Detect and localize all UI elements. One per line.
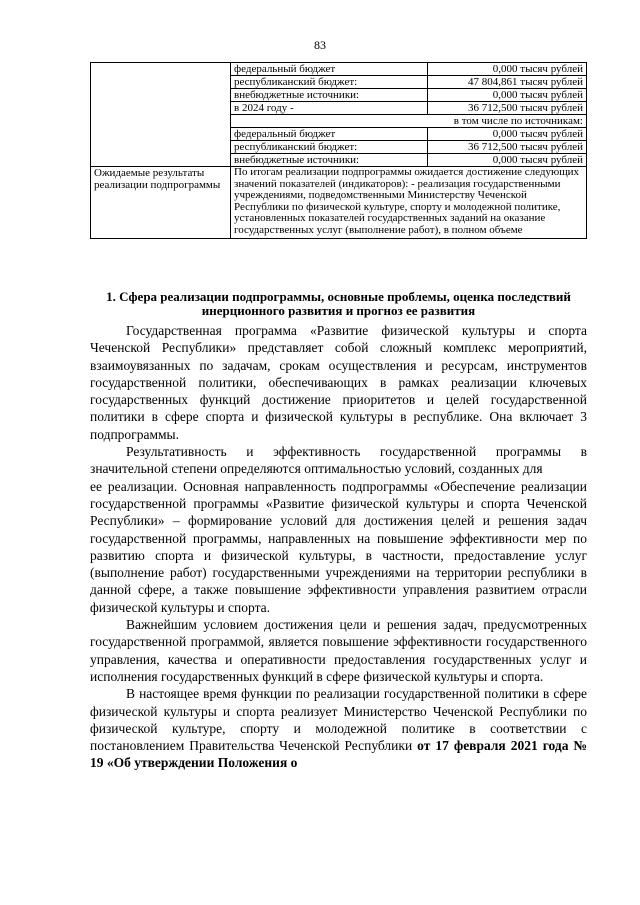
row-label: внебюджетные источники: — [231, 89, 428, 102]
row-amount: 36 712,500 тысяч рублей — [428, 141, 587, 154]
section-heading: 1. Сфера реализации подпрограммы, основные проблемы, оценка последствий инерционного развития и прогноз ее развития — [106, 289, 571, 318]
expected-results-label: Ожидаемые результаты реализации подпрограммы — [91, 167, 231, 239]
paragraph: Государственная программа «Развитие физической культуры и спорта Чеченской Республики» представляет собой сложный комплекс мероприятий, взаимоувязанных по задачам, срокам осуществления и ресурсам, инструментов государственной политики, обеспечивающих в рамках реализации ключевых государственных функций достижение приоритетов и целей государственной политики в сфере спорта и физической культуры в республике. Она включает 3 подпрограммы. — [90, 323, 587, 442]
row-amount: 36 712,500 тысяч рублей — [428, 102, 587, 115]
paragraph-continuation: ее реализации. Основная направленность подпрограммы «Обеспечение реализации государственной программы «Развитие физической культуры и спорта Чеченской Республики» – формирование условий для достижения целей и решения задач государственной программы, направленных на повышение эффективности мер по развитию спорта и физической культуры, в частности, предоставление услуг (выполнение работ) государственными учреждениями на территории республики в данной сфере, а также повышение эффективности управления развитием отрасли физической культуры и спорта. — [90, 478, 587, 615]
row-amount: 47 804,861 тысяч рублей — [428, 76, 587, 89]
row-label: в 2024 году - — [231, 102, 428, 115]
table-row — [91, 63, 587, 76]
row-amount: 0,000 тысяч рублей — [428, 89, 587, 102]
row-label: республиканский бюджет: — [231, 141, 428, 154]
table-left-cell-empty — [91, 63, 231, 167]
row-amount: 0,000 тысяч рублей — [428, 154, 587, 167]
body-text — [90, 322, 587, 772]
row-label: внебюджетные источники: — [231, 154, 428, 167]
row-label: федеральный бюджет — [231, 128, 428, 141]
paragraph: Результативность и эффективность государственной программы в значительной степени определяются оптимальностью условий, созданных для — [90, 444, 587, 477]
row-amount: 0,000 тысяч рублей — [428, 128, 587, 141]
page-number: 83 — [314, 38, 326, 52]
paragraph: Важнейшим условием достижения цели и решения задач, предусмотренных государственной программой, является повышение эффективности государственного управления, качества и оперативности предоставления государственных услуг и исполнения государственных функций в сфере физической культуры и спорта. — [90, 617, 587, 684]
table-row-expected-results — [91, 167, 587, 239]
row-span-label: в том числе по источникам: — [231, 115, 587, 128]
funding-table — [90, 62, 587, 239]
row-label: республиканский бюджет: — [231, 76, 428, 89]
expected-results-text: По итогам реализации подпрограммы ожидается достижение следующих значений показателей (индикаторов): - реализация государственными учреждениями, подведомственными Министерству Чеченской Республики по физической культуре, спорту и молодежной политике, установленных показателей государственных заданий на оказание государственных услуг (выполнение работ), в полном объеме — [231, 167, 587, 239]
paragraph — [90, 685, 587, 771]
paragraph-bold-text: от 17 февраля 2021 года № 19 «Об утверждении Положения о — [90, 738, 588, 771]
row-amount: 0,000 тысяч рублей — [428, 63, 587, 76]
row-label: федеральный бюджет — [231, 63, 428, 76]
paragraph-text: В настоящее время функции по реализации государственной политики в сфере физической культуры и спорта реализует Министерство Чеченской Республики по физической культуре, спорту и молодежной политике в соответствии с постановлением Правительства Чеченской Республики — [90, 686, 587, 754]
